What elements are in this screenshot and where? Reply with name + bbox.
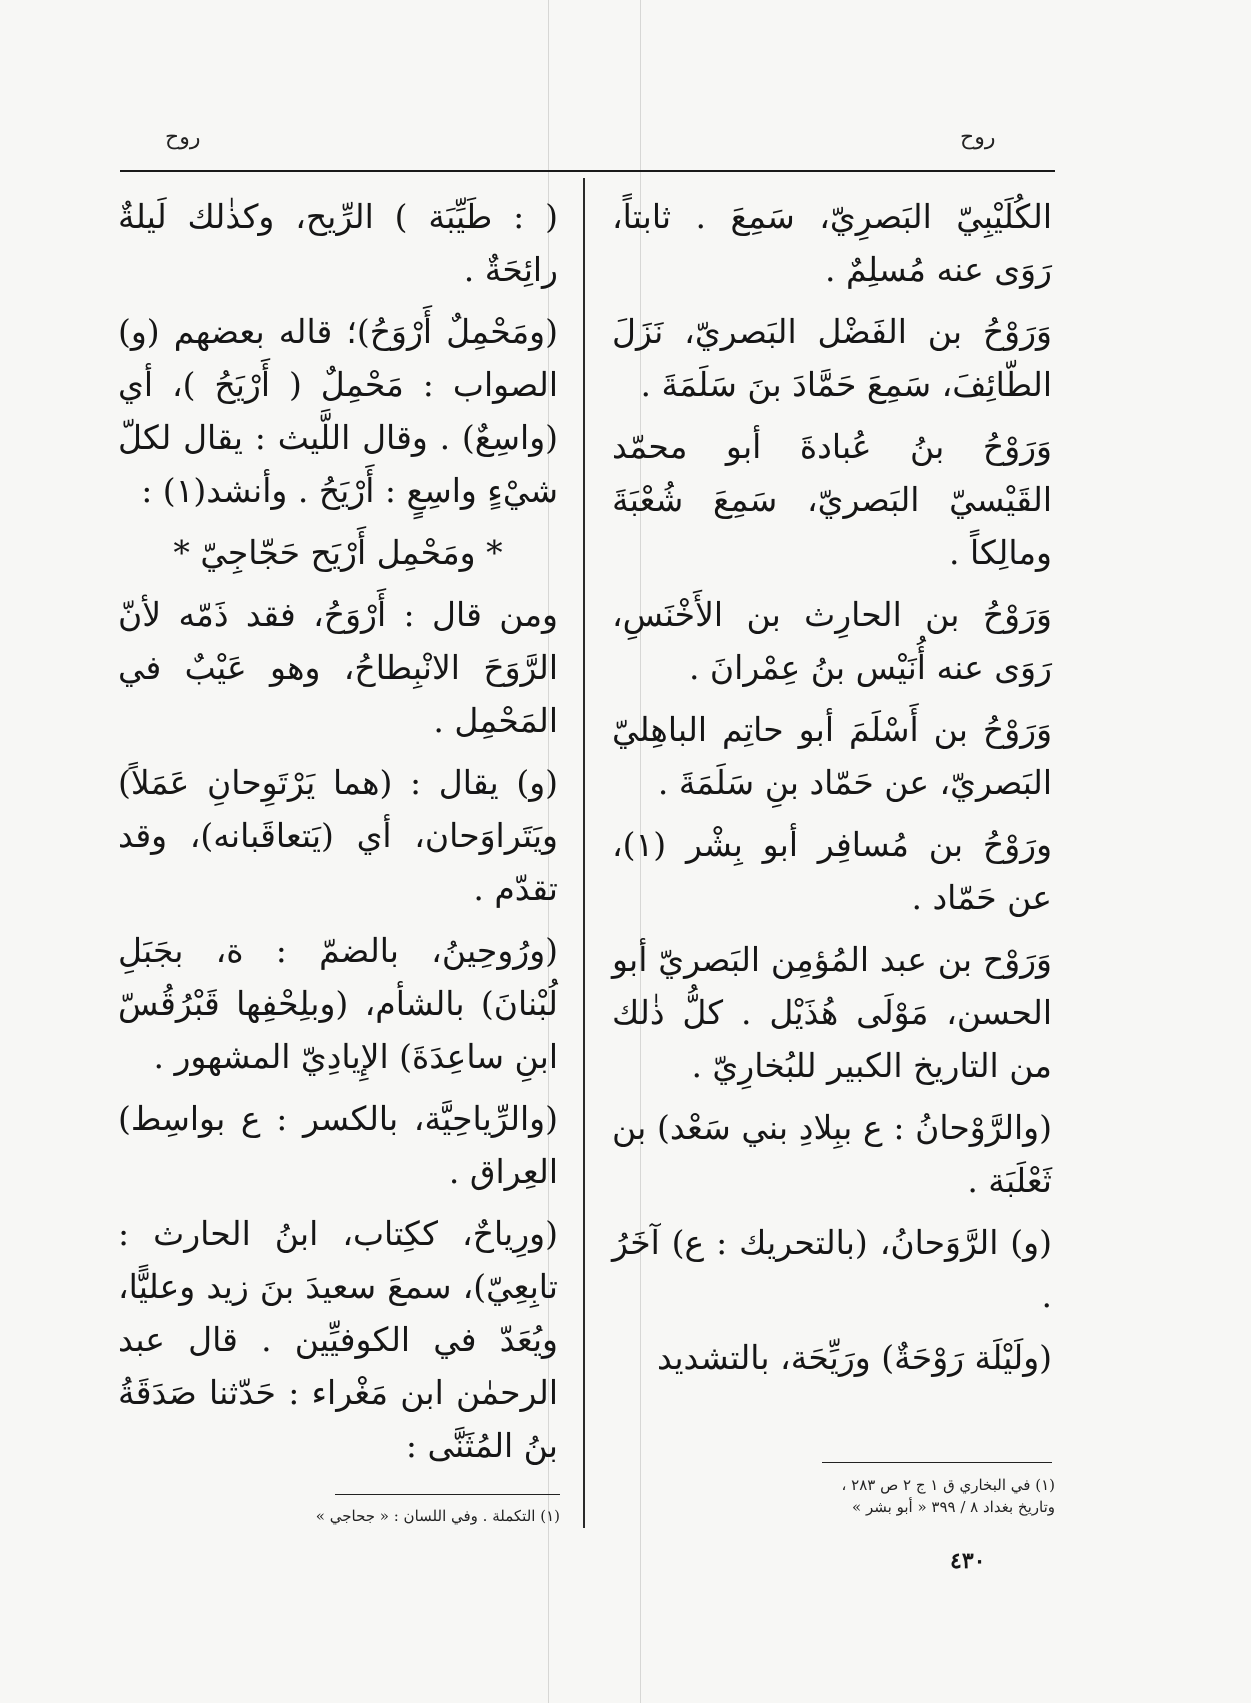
entry-paragraph: (ومَحْمِلٌ أَرْوَحُ)؛ قاله بعضهم (و) الصواب : مَحْمِلٌ ( أَرْيَحُ )، أي (واسِعٌ) . وقال اللَّيث : يقال لكلّ شيْءٍ واسِعٍ : أَرْيَحُ . وأنشد(١) : xyxy=(118,312,558,510)
verse-line: * ومَحْمِل أَرْيَح حَجّاجِيّ * xyxy=(173,533,503,572)
left-column xyxy=(118,190,558,1481)
entry-paragraph: ( : طَيِّبَة ) الرِّيح، وكذٰلك لَيلةٌ رائِحَةٌ . xyxy=(118,197,558,289)
entry-paragraph: (و) الرَّوَحانُ، (بالتحريك : ع) آخَرُ . xyxy=(612,1223,1052,1315)
right-column xyxy=(612,190,1052,1393)
entry-paragraph: (والرِّياحِيَّة، بالكسر : ع بواسِط) العِراق . xyxy=(118,1099,558,1191)
footnote-rule-left xyxy=(335,1494,560,1495)
entry-paragraph: الكُلَيْبِيّ البَصرِيّ، سَمِعَ . ثابتاً، رَوَى عنه مُسلِمٌ . xyxy=(612,197,1052,289)
entry-paragraph: ورَوْحُ بن مُسافِر أبو بِشْر (١)، عن حَمّاد . xyxy=(612,825,1052,917)
entry-paragraph: (ورُوحِينُ، بالضمّ : ة، بجَبَلِ لُبْنانَ) بالشأم، (وبلِحْفِها قَبْرُقُسّ ابنِ ساعِدَةَ) الإِيادِيّ المشهور . xyxy=(118,931,558,1076)
entry-paragraph: ومن قال : أَرْوَحُ، فقد ذَمّه لأنّ الرَّوَحَ الانْبِطاحُ، وهو عَيْبٌ في المَحْمِل . xyxy=(118,595,558,740)
entry-paragraph: وَرَوْحُ بن الحارِث بن الأَخْنَسِ، رَوَى عنه أُنَيْس بنُ عِمْرانَ . xyxy=(612,595,1052,687)
footnote-rule-right xyxy=(822,1462,1052,1463)
header-keyword-left: روح xyxy=(165,125,201,150)
entry-paragraph: (ولَيْلَة رَوْحَةٌ) ورَيِّحَة، بالتشديد xyxy=(657,1338,1052,1377)
entry-paragraph: (و) يقال : (هما يَرْتَوِحانِ عَمَلاً) ويَتَراوَحان، أي (يَتعاقَبانه)، وقد تقدّم . xyxy=(118,763,558,908)
entry-paragraph: (ورِياحٌ، ككِتاب، ابنُ الحارث : تابِعِيّ)، سمعَ سعيدَ بنَ زيد وعليًّا، ويُعَدّ في الكوفيِّين . قال عبد الرحمٰن ابن مَغْراء : حَدّثنا صَدَقَةُ بنُ المُثَنَّى : xyxy=(118,1214,558,1465)
entry-paragraph: وَرَوْح بن عبد المُؤمِن البَصريّ أبو الحسن، مَوْلَى هُذَيْل . كلُّ ذٰلك من التاريخ الكبير للبُخارِيّ . xyxy=(612,940,1052,1085)
footnote-left: (١) التكملة . وفي اللسان : « جحاجي » xyxy=(315,1507,560,1525)
column-divider xyxy=(583,178,585,1528)
entry-paragraph: (والرَّوْحانُ : ع ببِلادِ بني سَعْد) بن ثَعْلَبَة . xyxy=(612,1108,1052,1200)
entry-paragraph: وَرَوْحُ بن أَسْلَمَ أبو حاتِم الباهِليّ البَصريّ، عن حَمّاد بنِ سَلَمَةَ . xyxy=(612,710,1052,802)
header-keyword-right: روح xyxy=(960,125,996,150)
footnote-right: (١) في البخاري ق ١ ج ٢ ص ٢٨٣ ، وتاريخ بغداد ٨ / ٣٩٩ « أبو بشر » xyxy=(841,1476,1055,1516)
entry-paragraph: وَرَوْحُ بنُ عُبادةَ أبو محمّد القَيْسيّ البَصريّ، سَمِعَ شُعْبَةَ ومالِكاً . xyxy=(612,427,1052,572)
header-rule xyxy=(120,170,1055,172)
entry-paragraph: وَرَوْحُ بن الفَضْل البَصريّ، نَزَلَ الطّائِفَ، سَمِعَ حَمَّادَ بنَ سَلَمَةَ . xyxy=(612,312,1052,404)
page-number: ٤٣٠ xyxy=(950,1548,986,1574)
